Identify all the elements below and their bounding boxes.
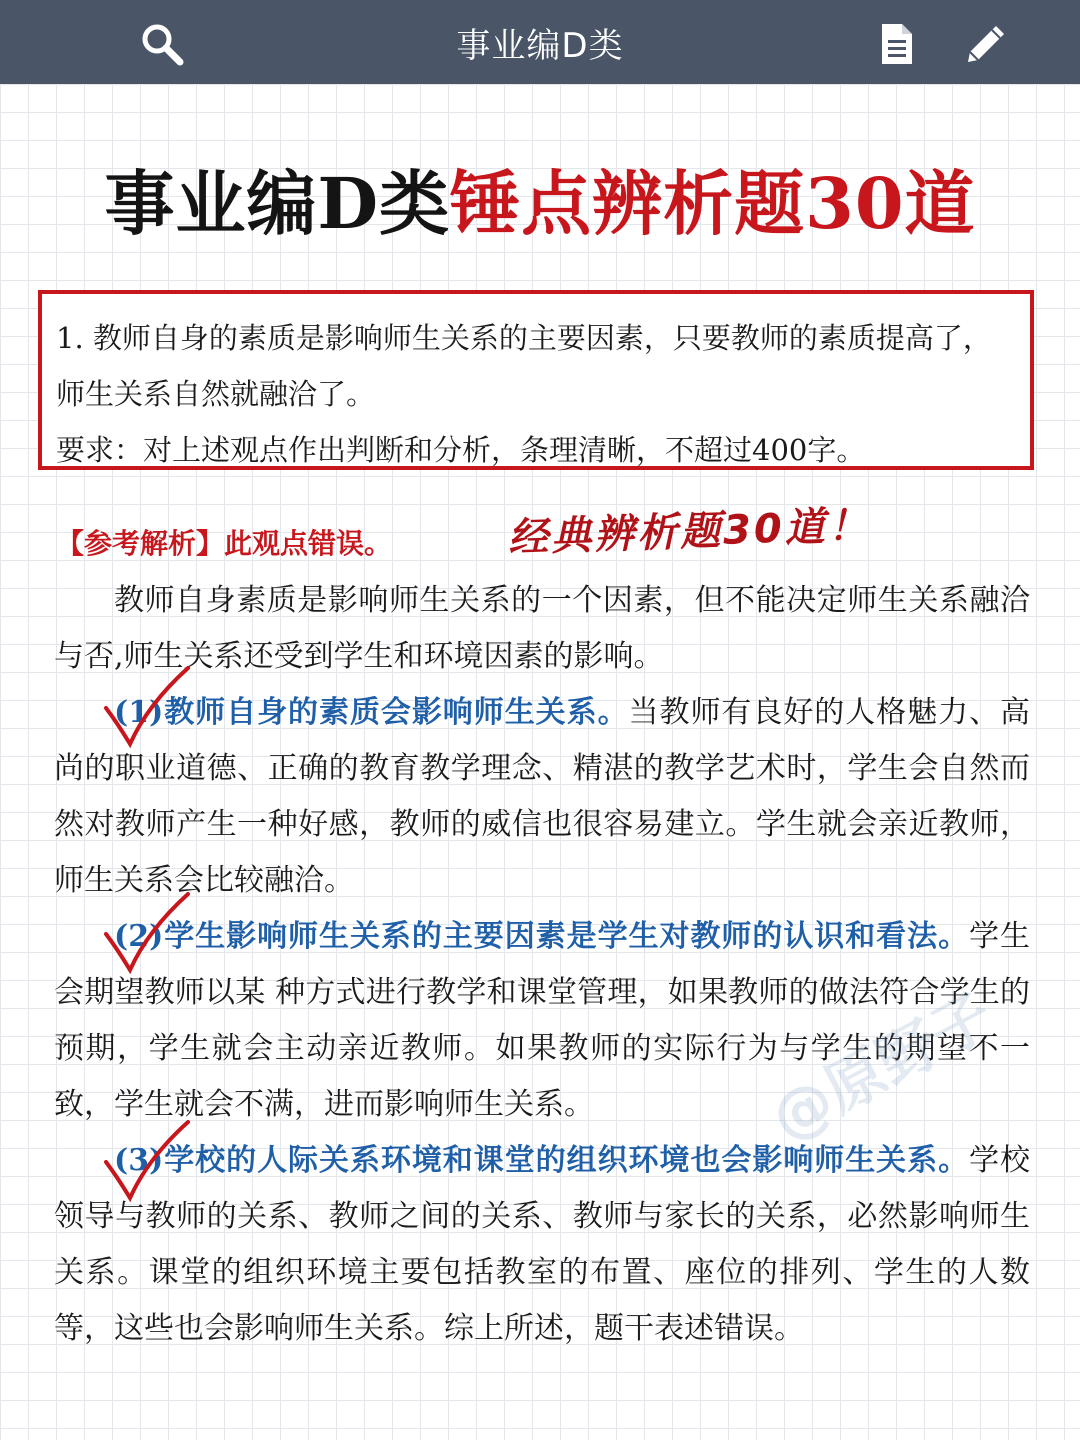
title-part-black: 事业编D类: [104, 162, 451, 245]
page-title: [0, 148, 1080, 249]
point-title: (3)学校的人际关系环境和课堂的组织环境也会影响师生关系。: [114, 1143, 970, 1178]
question-box: [38, 290, 1034, 470]
app-title: 事业编D类: [456, 25, 624, 66]
point-text: 学生会期望教师以某 种方式进行教学和课堂管理，如果教师的做法符合学生的预期，学生就会主动亲近教师。如果教师的实际行为与学生的期望不一致，学生就会不满，进而影响师生关系。: [54, 919, 1031, 1122]
search-icon[interactable]: [136, 18, 188, 70]
pencil-icon[interactable]: [960, 18, 1012, 70]
answer-point-1: [54, 685, 1030, 909]
point-text: 学校领导与教师的关系、教师之间的关系、教师与家长的关系，必然影响师生关系。课堂的组织环境主要包括教室的布置、座位的排列、学生的人数等，这些也会影响师生关系。综上所述，题干表述错误。: [54, 1143, 1031, 1346]
answer-intro: 教师自身素质是影响师生关系的一个因素，但不能决定师生关系融洽与否,师生关系还受到学生和环境因素的影响。: [54, 583, 1030, 674]
document-icon[interactable]: [870, 18, 922, 70]
title-part-red: 锤点辨析题30道: [450, 162, 976, 245]
answer-header: 【参考解析】此观点错误。: [56, 527, 393, 560]
point-title: (2)学生影响师生关系的主要因素是学生对教师的认识和看法。: [114, 919, 970, 954]
point-text: 当教师有良好的人格魅力、高尚的职业道德、正确的教育教学理念、精湛的教学艺术时，学生会自然而然对教师产生一种好感，教师的威信也很容易建立。学生就会亲近教师，师生关系会比较融洽。: [54, 695, 1031, 898]
point-title: (1)教师自身的素质会影响师生关系。: [114, 695, 629, 730]
watermark: @原野子: [759, 980, 1005, 1155]
answer-body: [54, 573, 1030, 1357]
top-toolbar: [0, 0, 1080, 84]
question-text: 1. 教师自身的素质是影响师生关系的主要因素，只要教师的素质提高了，师生关系自然就融洽了。: [56, 321, 992, 411]
question-requirement: 要求：对上述观点作出判断和分析，条理清晰，不超过400字。: [56, 433, 866, 467]
answer-point-3: [54, 1133, 1030, 1357]
handwritten-note: 经典辨析题30道！: [507, 502, 872, 562]
